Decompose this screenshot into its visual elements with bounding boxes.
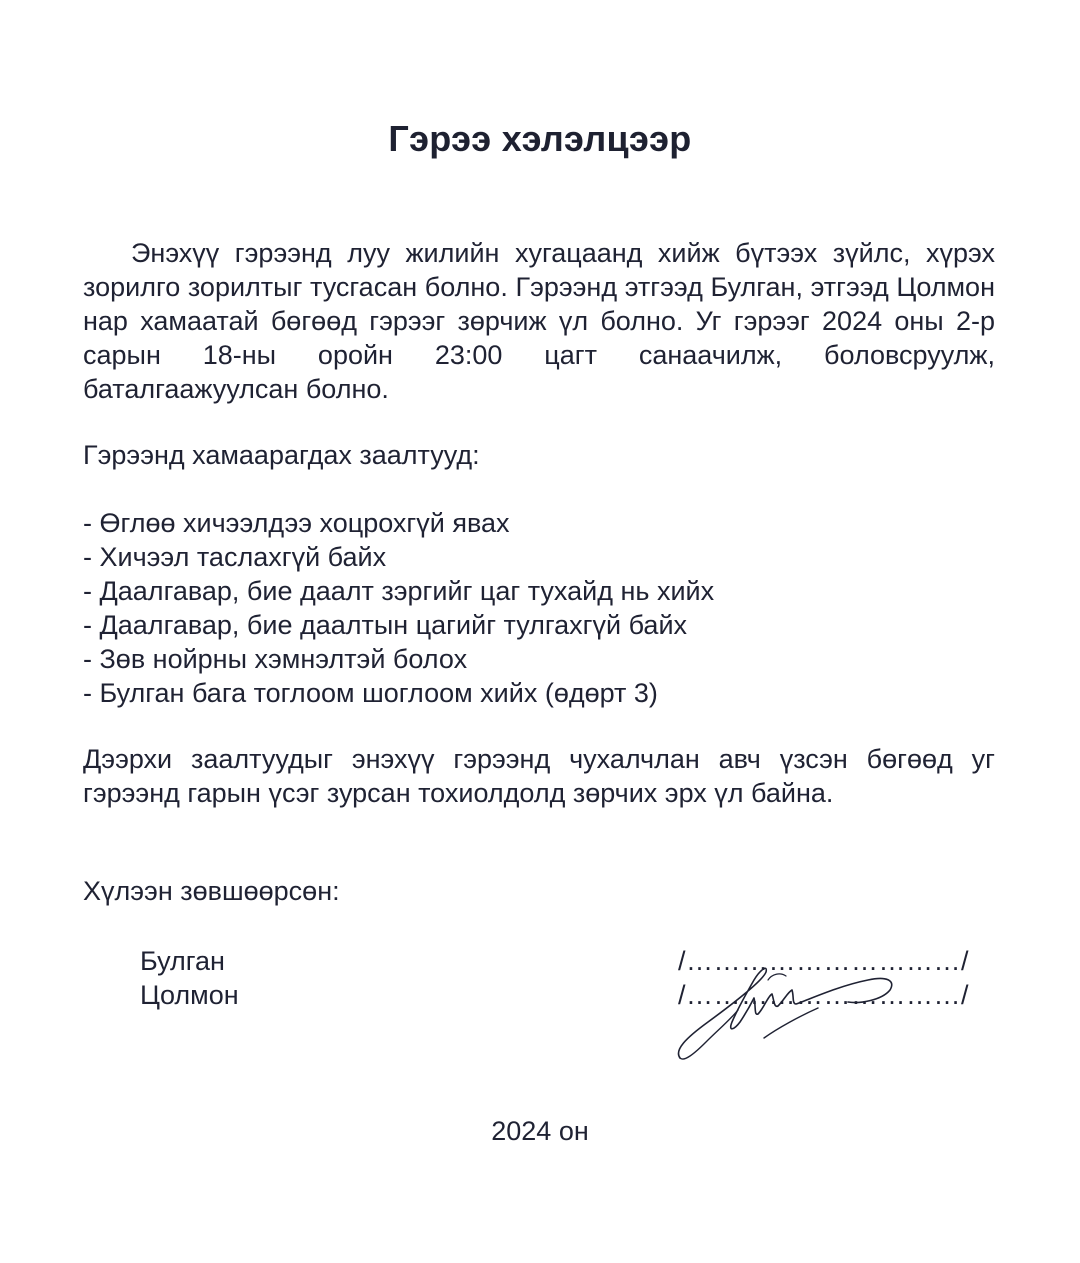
list-item: - Даалгавар, бие даалтын цагийг тулгахгүй байх xyxy=(83,610,688,640)
document-year: 2024 он xyxy=(491,1116,589,1146)
list-item: - Өглөө хичээлдээ хоцрохгүй явах xyxy=(83,508,510,538)
intro-paragraph: Энэхүү гэрээнд луу жилийн хугацаанд хийж бүтээх зүйлс, хүрэх зорилго зорилтыг тусгасан болно. Гэрээнд этгээд Булган, этгээд Цолмон нар хамаатай бөгөөд гэрээг зөрчиж үл болно. Уг гэрээг 2024 оны 2-р сарын 18-ны оройн 23:00 цагт санаачилж, боловсруулж, баталгаажуулсан болно. xyxy=(83,238,995,404)
handwritten-signature-icon xyxy=(668,950,928,1065)
document-title: Гэрээ хэлэлцээр xyxy=(388,118,692,159)
signature-line-bulgan: /…………………………/ xyxy=(678,946,970,976)
signature-line-tsolmon: /…………………………/ xyxy=(678,980,970,1010)
clauses-heading: Гэрээнд хамаарагдах заалтууд: xyxy=(83,440,480,470)
agreed-label: Хүлээн зөвшөөрсөн: xyxy=(83,876,340,906)
closing-paragraph: Дээрхи заалтуудыг энэхүү гэрээнд чухалчлан авч үзсэн бөгөөд уг гэрээнд гарын үсэг зурсан тохиолдолд зөрчих эрх үл байна. xyxy=(83,744,995,808)
list-item: - Булган бага тоглоом шоглоом хийх (өдөрт 3) xyxy=(83,678,658,708)
list-item: - Хичээл таслахгүй байх xyxy=(83,542,387,572)
signer-name-bulgan: Булган xyxy=(140,946,225,976)
list-item: - Даалгавар, бие даалт зэргийг цаг тухайд нь хийх xyxy=(83,576,715,606)
list-item: - Зөв нойрны хэмнэлтэй болох xyxy=(83,644,468,674)
signer-name-tsolmon: Цолмон xyxy=(140,980,239,1010)
clauses-list xyxy=(83,506,995,710)
